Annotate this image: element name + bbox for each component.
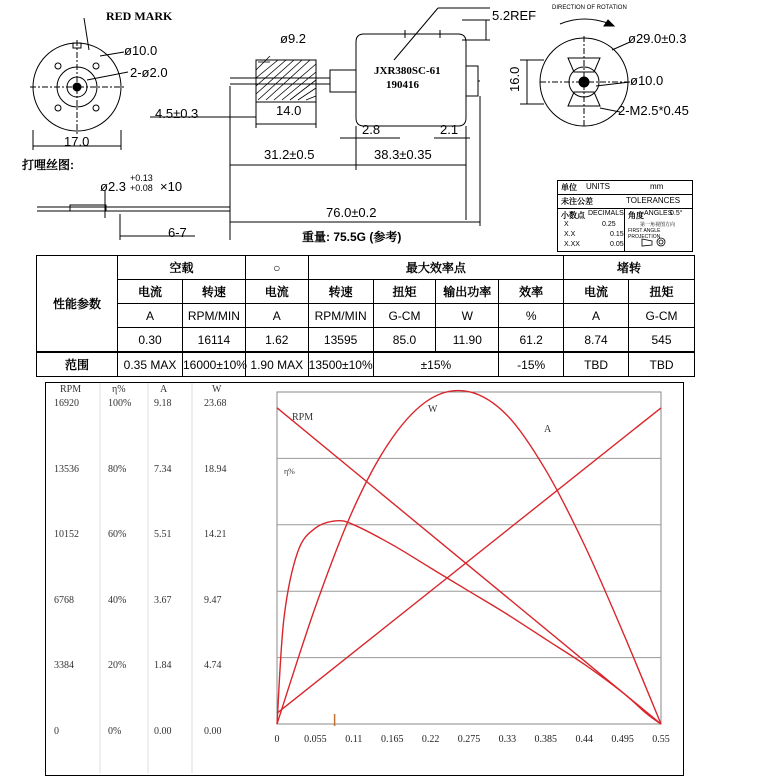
unit: A: [245, 304, 308, 328]
rpm-curve-label: RPM: [292, 412, 314, 423]
value: 16114: [182, 328, 245, 353]
value: 0.30: [118, 328, 183, 353]
unit: A: [564, 304, 629, 328]
scale-cell: 3.67: [154, 594, 172, 606]
unit: %: [499, 304, 564, 328]
scale-cell: 20%: [108, 660, 127, 672]
tol-x-v: 0.25: [602, 221, 616, 228]
dim-312-label: 31.2±0.5: [264, 147, 315, 162]
height-16-label: 16.0: [507, 66, 522, 92]
head: 转速: [308, 280, 373, 304]
scale-cell: 0: [54, 726, 59, 737]
dec-cn: 小数点: [561, 211, 585, 220]
scale-cell: 13536: [54, 463, 79, 475]
proj-en: FIRST ANGLE PROJECTION: [628, 228, 661, 240]
dim-21-label: 2.1: [440, 122, 459, 137]
worm-dia-label: ø2.3: [100, 179, 127, 194]
x-tick-label: 0.22: [421, 734, 440, 745]
worm-len-label: ×10: [160, 179, 183, 194]
dim-28-label: 2.8: [362, 122, 381, 137]
angle-en: ANGLES: [644, 210, 673, 217]
unit: RPM/MIN: [182, 304, 245, 328]
head: 电流: [118, 280, 183, 304]
dia-10-label: ø10.0: [124, 43, 158, 58]
scale-head-rpm: RPM: [60, 384, 82, 395]
shaft-dia-label: ø9.2: [280, 31, 307, 46]
dec-en: DECIMALS: [588, 210, 624, 217]
scale-cell: 10152: [54, 529, 79, 541]
head: 输出功率: [436, 280, 499, 304]
dia-10b-label: ø10.0: [630, 73, 664, 88]
tol-xxx-k: X.XX: [564, 241, 580, 248]
range: 13500±10%: [308, 352, 373, 377]
dim-760-label: 76.0±0.2: [326, 205, 377, 220]
dim-14-label: 14.0: [276, 103, 302, 118]
scale-cell: 7.34: [154, 463, 172, 475]
range: TBD: [564, 352, 629, 377]
scale-cell: 0%: [108, 726, 122, 737]
x-tick-label: 0.11: [345, 734, 363, 745]
tol-xx-v: 0.15: [610, 231, 624, 238]
x-tick-label: 0.495: [611, 734, 634, 745]
value: 11.90: [436, 328, 499, 353]
dim-45-label: 4.5±0.3: [155, 106, 199, 121]
tol-cn: 未注公差: [561, 197, 593, 206]
x-tick-label: 0.165: [380, 734, 404, 745]
scale-cell: 14.21: [204, 529, 227, 541]
scale-cell: 0.00: [204, 726, 222, 737]
unit-cn: 单位: [561, 183, 577, 192]
rotation-label: DIRECTION OF ROTATION: [552, 5, 627, 11]
scale-cell: 3384: [54, 660, 74, 672]
scale-cell: 23.68: [204, 398, 227, 409]
tol-en: TOLERANCES: [626, 196, 681, 205]
range: ±15%: [373, 352, 499, 377]
x-tick-label: 0.33: [498, 734, 517, 745]
eta-curve-label: η%: [284, 467, 295, 476]
unit: W: [436, 304, 499, 328]
unit: G-CM: [629, 304, 695, 328]
dim-383-label: 38.3±0.35: [374, 147, 432, 162]
screw-holes-label: 2-M2.5*0.45: [618, 103, 689, 118]
value: 8.74: [564, 328, 629, 353]
scale-cell: 100%: [108, 398, 132, 409]
scale-cell: 0.00: [154, 726, 172, 737]
unit-val: mm: [650, 182, 664, 191]
series-rpm-line: [277, 408, 661, 724]
scale-cell: 6768: [54, 594, 74, 606]
x-tick-label: 0.44: [575, 734, 593, 745]
range: 0.35 MAX: [118, 352, 183, 377]
w-curve-label: W: [428, 404, 438, 415]
red-mark-label: RED MARK: [106, 9, 173, 23]
scale-cell: 60%: [108, 529, 127, 541]
ref-52-label: 5.2REF: [492, 8, 537, 23]
range: 1.90 MAX: [245, 352, 308, 377]
group-circle: ○: [245, 256, 308, 280]
angle-val: 0.5°: [670, 210, 683, 217]
tol-xx-k: X.X: [564, 231, 576, 238]
date-label: 190416: [386, 79, 419, 91]
series-eta-line: [277, 521, 661, 724]
x-tick-label: 0.385: [534, 734, 558, 745]
x-tick-label: 0.55: [652, 734, 670, 745]
scale-head-eta: η%: [112, 384, 126, 395]
holes-label: 2-ø2.0: [130, 65, 168, 80]
scale-cell: 4.74: [204, 660, 222, 672]
x-tick-label: 0.055: [304, 734, 327, 745]
proj-cn: 第一角视图方向: [640, 222, 676, 228]
weight-label: 重量: 75.5G (参考): [302, 230, 402, 244]
scale-cell: 40%: [108, 594, 127, 606]
unit: A: [118, 304, 183, 328]
group-stall: 堵转: [564, 256, 695, 280]
scale-cell: 1.84: [154, 660, 172, 672]
value: 1.62: [245, 328, 308, 353]
range: -15%: [499, 352, 564, 377]
scale-head-w: W: [212, 384, 222, 395]
series-w-line: [277, 391, 661, 724]
unit: RPM/MIN: [308, 304, 373, 328]
head: 转速: [182, 280, 245, 304]
scale-head-a: A: [160, 384, 168, 395]
range: TBD: [629, 352, 695, 377]
value: 545: [629, 328, 695, 353]
head: 电流: [245, 280, 308, 304]
dia-29-label: ø29.0±0.3: [628, 31, 687, 46]
worm-67-label: 6-7: [168, 225, 187, 240]
worm-title: 打哩丝图:: [22, 158, 74, 172]
range-label: 范围: [37, 352, 118, 377]
angle-cn: 角度: [628, 211, 644, 220]
scale-cell: 18.94: [204, 463, 227, 475]
value: 13595: [308, 328, 373, 353]
group-no-load: 空载: [118, 256, 246, 280]
scale-cell: 16920: [54, 398, 79, 409]
scale-cell: 5.51: [154, 529, 172, 541]
x-tick-label: 0: [274, 734, 280, 745]
plot-area: [277, 392, 661, 724]
head: 效率: [499, 280, 564, 304]
perf-row-label: 性能参数: [37, 256, 118, 353]
scale-cell: 80%: [108, 463, 127, 475]
series-a-line: [277, 408, 661, 713]
model-label: JXR380SC-61: [374, 65, 441, 77]
scale-cell: 9.18: [154, 398, 172, 409]
head: 电流: [564, 280, 629, 304]
a-curve-label: A: [544, 424, 552, 435]
range: 16000±10%: [182, 352, 245, 377]
group-max-eff: 最大效率点: [308, 256, 563, 280]
x-tick-label: 0.275: [457, 734, 481, 745]
unit: G-CM: [373, 304, 436, 328]
unit-en: UNITS: [586, 182, 610, 191]
worm-tol-plus: +0.13: [130, 173, 153, 183]
value: 61.2: [499, 328, 564, 353]
head: 扭矩: [373, 280, 436, 304]
head: 扭矩: [629, 280, 695, 304]
tol-x-k: X: [564, 221, 569, 228]
width-17-label: 17.0: [64, 134, 90, 149]
value: 85.0: [373, 328, 436, 353]
scale-cell: 9.47: [204, 594, 222, 606]
tol-xxx-v: 0.05: [610, 241, 624, 248]
worm-tol-minus: +0.08: [130, 183, 153, 193]
